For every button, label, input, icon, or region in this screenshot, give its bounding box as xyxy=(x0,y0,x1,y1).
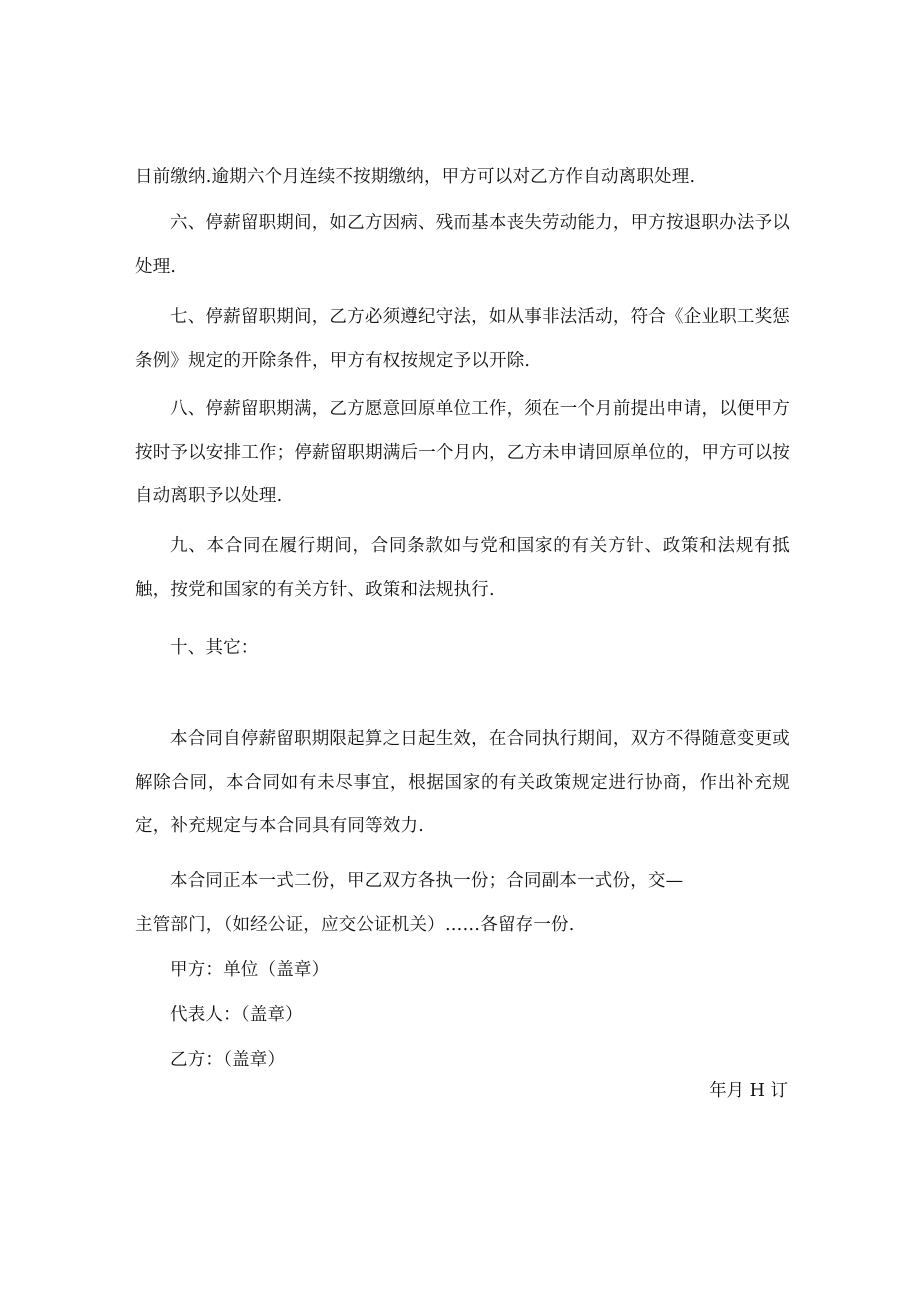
clause-10: 十、其它： xyxy=(170,638,259,658)
clause-7: 七、停薪留职期间，乙方必须遵纪守法，如从事非法活动，符合《企业职工奖惩条例》规定的开除条件，甲方有权按规定予以开除. xyxy=(135,307,790,371)
party-a-signature: 甲方：单位（盖章） xyxy=(170,960,330,980)
party-b-signature: 乙方：（盖章） xyxy=(170,1050,286,1070)
copies-line-1: 本合同正本一式二份，甲乙双方各执一份；合同副本一式份，交— xyxy=(170,871,684,891)
representative-signature: 代表人：（盖章） xyxy=(170,1005,303,1025)
clause-8: 八、停薪留职期满，乙方愿意回原单位工作，须在一个月前提出申请，以便甲方按时予以安排工作；停薪留职期满后一个月内，乙方未申请回原单位的，甲方可以按自动离职予以处理. xyxy=(135,399,790,506)
date-line: 年月 H 订 xyxy=(709,1081,788,1101)
effective-paragraph: 本合同自停薪留职期限起算之日起生效，在合同执行期间，双方不得随意变更或解除合同，本合同如有未尽事宜，根据国家的有关政策规定进行协商，作出补充规定，补充规定与本合同具有同等效力. xyxy=(135,729,790,836)
continued-line: 日前缴纳.逾期六个月连续不按期缴纳，甲方可以对乙方作自动离职处理. xyxy=(135,167,696,187)
copies-line-2: 主管部门，（如经公证，应交公证机关）……各留存一份. xyxy=(135,915,575,935)
clause-6: 六、停薪留职期间，如乙方因病、残而基本丧失劳动能力，甲方按退职办法予以处理. xyxy=(135,213,790,277)
clause-9: 九、本合同在履行期间，合同条款如与党和国家的有关方针、政策和法规有抵触，按党和国家的有关方针、政策和法规执行. xyxy=(135,536,790,600)
